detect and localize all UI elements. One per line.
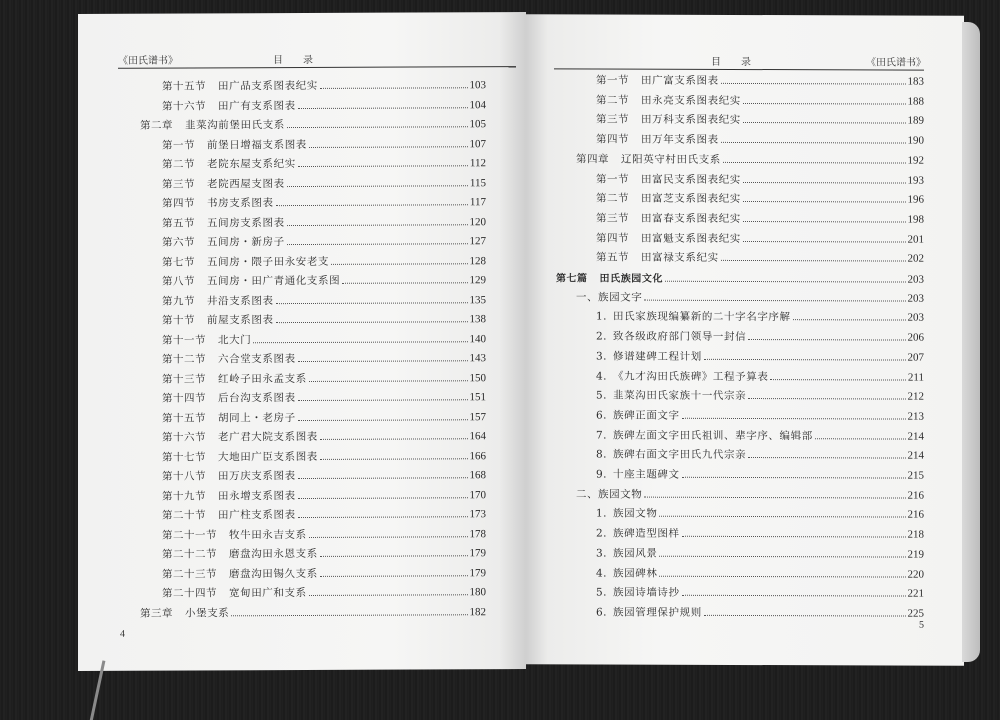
toc-entry-title: 五间房・田广青通化支系图 [207, 274, 341, 288]
toc-entry-title: 族碑左面文字田氏祖训、辈字序、编辑部 [613, 429, 813, 442]
leader-dots [298, 497, 468, 499]
toc-entry-page: 218 [907, 528, 924, 541]
toc-entry [596, 191, 924, 208]
toc-entry-title: 牧牛田永吉支系 [229, 528, 307, 541]
toc-entry [162, 311, 486, 328]
toc-entry-title: 老院西屋支图表 [207, 177, 285, 190]
toc-entry [162, 448, 486, 465]
toc-entry-title: 田广富支系图表 [641, 74, 719, 87]
toc-entry-number: 第七节 [162, 255, 195, 269]
toc-entry-page: 198 [907, 213, 924, 226]
toc-entry [162, 467, 486, 484]
toc-entry-title: 书房支系图表 [207, 197, 274, 210]
toc-entry [596, 329, 924, 346]
toc-entry-title: 胡同上・老房子 [218, 411, 296, 424]
left-page [78, 12, 526, 671]
toc-entry [162, 253, 486, 270]
toc-entry [596, 171, 924, 188]
toc-entry [162, 584, 486, 601]
toc-entry-number: 第二节 [596, 94, 629, 107]
toc-entry [162, 526, 486, 543]
toc-entry-number: 6. [596, 409, 608, 422]
toc-entry [162, 194, 486, 211]
toc-entry-title: 五间房・新房子 [207, 236, 285, 249]
toc-entry-title: 田富民支系图表纪实 [641, 173, 741, 186]
toc-entry-title: 前屋支系图表 [207, 314, 274, 327]
toc-entry [596, 427, 924, 444]
right-page [526, 14, 964, 666]
toc-entry-title: 红岭子田永孟支系 [218, 372, 307, 385]
toc-entry [162, 292, 486, 309]
toc-entry-title: 田广品支系图表纪实 [218, 79, 318, 93]
toc-entry-number: 第十五节 [162, 411, 206, 425]
toc-entry [162, 487, 486, 504]
toc-entry-title: 老院东屋支系纪实 [207, 158, 296, 171]
toc-entry-number: 2. [596, 527, 608, 540]
toc-entry-title: 老广君大院支系图表 [218, 430, 318, 444]
toc-entry-number: 第二十二节 [162, 548, 217, 561]
toc-entry-number: 第三节 [162, 177, 195, 191]
toc-entry-number: 一、 [576, 291, 598, 304]
toc-entry-number: 第一节 [162, 138, 195, 152]
toc-entry-number: 3. [596, 547, 608, 560]
toc-entry-page: 196 [907, 193, 924, 206]
leader-dots [276, 321, 468, 323]
toc-entry-title: 田氏族园文化 [599, 273, 664, 285]
toc-entry-number: 第四章 [576, 153, 609, 166]
leader-dots [659, 575, 905, 577]
toc-entry-page: 164 [469, 430, 486, 443]
toc-entry-number: 第七篇 [556, 273, 588, 285]
toc-entry-number: 第五节 [596, 251, 629, 264]
toc-entry-page: 206 [907, 331, 924, 344]
toc-entry-title: 致各级政府部门领导一封信 [613, 330, 747, 344]
toc-entry-title: 五间房支系图表 [207, 216, 285, 229]
leader-dots [276, 302, 468, 304]
toc-entry-number: 第八节 [162, 275, 195, 288]
toc-entry-title: 族园碑林 [613, 567, 658, 580]
toc-entry [162, 214, 486, 231]
toc-entry-page: 202 [907, 252, 924, 265]
toc-entry-number: 第十六节 [162, 431, 206, 444]
toc-entry-number: 第二章 [140, 119, 173, 132]
toc-entry-page: 183 [907, 75, 924, 88]
toc-entry-page: 117 [469, 196, 486, 209]
toc-entry-page: 214 [907, 449, 924, 462]
leader-dots [298, 419, 468, 421]
leader-dots [253, 341, 467, 343]
leader-dots [743, 122, 906, 124]
leader-dots [743, 221, 906, 223]
toc-entry-title: 韭菜沟田氏家族十一代宗亲 [613, 389, 747, 403]
toc-entry-number: 2. [596, 330, 608, 343]
toc-entry-title: 田富魁支系图表纪实 [641, 232, 741, 245]
leader-dots [320, 575, 468, 577]
toc-entry [162, 136, 486, 153]
leader-dots [682, 595, 906, 597]
toc-entry [596, 250, 924, 267]
toc-entry-page: 112 [469, 157, 486, 170]
leader-dots [331, 263, 467, 265]
leader-dots [298, 360, 468, 362]
leader-dots [721, 83, 906, 85]
toc-entry [596, 210, 924, 227]
leader-dots [309, 594, 468, 596]
leader-dots [287, 126, 468, 128]
toc-entry-number: 5. [596, 389, 608, 402]
toc-entry-page: 225 [907, 607, 924, 620]
toc-entry-number: 第十三节 [162, 372, 206, 386]
toc-entry-number: 第二十三节 [162, 567, 217, 581]
toc-entry [162, 370, 486, 387]
toc-entry [596, 407, 924, 424]
toc-entry-number: 第十四节 [162, 392, 206, 405]
toc-entry-number: 9. [596, 468, 608, 481]
toc-entry-title: 井沿支系图表 [207, 294, 274, 307]
leader-dots [287, 243, 468, 245]
toc-entry-title: 宽甸田广和支系 [229, 586, 307, 600]
toc-entry-number: 第十七节 [162, 450, 206, 464]
leader-dots [309, 536, 468, 538]
toc-entry-page: 192 [907, 154, 924, 167]
running-head-book-title: 《田氏谱书》 [866, 57, 926, 69]
toc-entry-title: 小堡支系 [185, 606, 230, 620]
toc-entry [596, 585, 924, 602]
toc-entry-number: 第二十一节 [162, 528, 217, 542]
toc-entry [596, 348, 924, 365]
toc-entry-page: 179 [469, 566, 486, 579]
toc-entry-number: 第十节 [162, 314, 195, 327]
toc-entry-number: 第四节 [162, 197, 195, 210]
leader-dots [665, 281, 905, 283]
leader-dots [298, 399, 468, 401]
toc-entry-page: 140 [469, 332, 486, 345]
leader-dots [748, 398, 905, 400]
toc-entry-title: 六合堂支系图表 [218, 353, 296, 366]
toc-entry-page: 203 [907, 273, 924, 286]
toc-entry-number: 第十六节 [162, 99, 206, 113]
toc-entry-number: 第三节 [596, 212, 629, 225]
toc-entry-title: 田广有支系图表 [218, 99, 296, 112]
toc-entry-title: 韭菜沟前堡田氏支系 [185, 119, 285, 132]
leader-dots [682, 536, 906, 538]
leader-dots [320, 438, 468, 440]
toc-entry-page: 213 [907, 410, 924, 423]
toc-entry-title: 族园文物 [598, 488, 643, 501]
toc-entry [576, 289, 924, 306]
leader-dots [644, 299, 905, 301]
leader-dots [298, 107, 468, 109]
leader-dots [793, 320, 906, 321]
toc-entry [162, 428, 486, 445]
toc-entry-number: 第六节 [162, 236, 195, 249]
toc-entry-number: 8. [596, 448, 608, 461]
toc-entry-number: 1. [596, 507, 608, 520]
leader-dots [704, 615, 906, 617]
running-head-toc: 目 录 [273, 54, 313, 67]
leader-dots [644, 496, 905, 498]
book-page-edges [962, 22, 980, 662]
toc-entry-title: 田广柱支系图表 [218, 509, 296, 522]
toc-entry-page: 190 [907, 134, 924, 147]
toc-entry-page: 103 [469, 79, 486, 92]
toc-entry [596, 368, 924, 385]
toc-entry-number: 第一节 [596, 172, 629, 186]
toc-entry-number: 第三节 [596, 113, 629, 126]
toc-entry-title: 前堡日增福支系图表 [207, 138, 307, 151]
leader-dots [682, 418, 906, 420]
toc-entry-page: 214 [907, 430, 924, 443]
toc-entry [596, 309, 924, 326]
toc-entry-number: 第二节 [596, 192, 629, 205]
toc-entry-number: 第十八节 [162, 470, 206, 483]
leader-dots [659, 516, 905, 518]
toc-entry-page: 128 [469, 254, 486, 267]
leader-dots [298, 165, 468, 167]
toc-entry-title: 族园诗墙诗抄 [613, 586, 680, 599]
leader-dots [743, 103, 906, 105]
leader-dots [298, 477, 468, 479]
toc-entry [162, 565, 486, 582]
toc-entry-page: 120 [469, 215, 486, 228]
leader-dots [723, 162, 906, 164]
toc-entry [576, 151, 924, 168]
toc-entry-title: 族园文字 [598, 291, 643, 304]
toc-entry-number: 第二节 [162, 158, 195, 171]
toc-entry-page: 220 [907, 568, 924, 581]
toc-entry-page: 180 [469, 586, 486, 599]
toc-entry [162, 155, 486, 172]
toc-entry-number: 第十二节 [162, 353, 206, 366]
toc-entry [162, 409, 486, 426]
toc-entry-page: 143 [469, 352, 486, 365]
toc-entry-title: 族碑正面文字 [613, 409, 680, 422]
toc-entry-page: 104 [469, 98, 486, 111]
running-head-book-title: 《田氏谱书》 [118, 55, 178, 67]
toc-entry-number: 6. [596, 606, 608, 619]
toc-entry-title: 后台沟支系图表 [218, 392, 296, 405]
toc-entry-page: 212 [907, 390, 924, 403]
toc-entry-page: 201 [907, 233, 924, 246]
toc-entry-page: 219 [907, 548, 924, 561]
leader-dots [276, 204, 468, 206]
toc-entry-title: 田万年支系图表 [641, 133, 719, 147]
toc-entry-title: 田永增支系图表 [218, 489, 296, 502]
toc-entry-page: 107 [469, 137, 486, 150]
toc-entry-title: 田万庆支系图表 [218, 470, 296, 483]
toc-entry-number: 5. [596, 586, 608, 599]
toc-entry [162, 77, 486, 94]
toc-entry [162, 389, 486, 406]
toc-entry-title: 族园风景 [613, 547, 658, 560]
toc-entry-page: 207 [907, 351, 924, 364]
toc-entry-page: 138 [469, 313, 486, 326]
leader-dots [704, 359, 906, 361]
toc-entry [596, 506, 924, 523]
toc-entry [162, 506, 486, 523]
toc-entry [162, 331, 486, 348]
toc-entry-number: 3. [596, 350, 608, 363]
toc-entry-page: 203 [907, 292, 924, 305]
toc-entry [596, 132, 924, 149]
leader-dots [287, 224, 468, 226]
toc-entry-page: 150 [469, 371, 486, 384]
leader-dots [743, 181, 906, 183]
toc-entry-title: 田万科支系图表纪实 [641, 114, 741, 127]
toc-entry [576, 486, 924, 503]
leader-dots [743, 241, 906, 243]
toc-entry-number: 二、 [576, 488, 598, 501]
toc-entry [596, 526, 924, 543]
leader-dots [721, 260, 906, 262]
toc-entry-page: 129 [469, 274, 486, 287]
toc-entry-page: 179 [469, 547, 486, 560]
leader-dots [659, 555, 905, 557]
toc-entry-page: 193 [907, 174, 924, 187]
toc-entry-page: 182 [469, 605, 486, 618]
toc-entry-title: 《九才沟田氏族碑》工程予算表 [613, 370, 769, 383]
toc-entry-number: 第十五节 [162, 80, 206, 93]
toc-entry-title: 北大门 [218, 333, 252, 346]
toc-entry-number: 第四节 [596, 133, 629, 146]
toc-entry [556, 269, 924, 286]
leader-dots [320, 87, 468, 89]
toc-entry-page: 170 [469, 488, 486, 501]
leader-dots [231, 614, 467, 616]
toc-entry-number: 4. [596, 566, 608, 580]
toc-entry-page: 115 [469, 176, 486, 189]
toc-entry-number: 第二十四节 [162, 587, 217, 600]
toc-entry-page: 221 [907, 587, 924, 600]
toc-entry [596, 230, 924, 247]
toc-entry [162, 97, 486, 114]
toc-entry-number: 7. [596, 429, 608, 442]
toc-entry-page: 188 [907, 95, 924, 108]
running-head-toc: 目 录 [711, 56, 751, 69]
toc-entry [596, 604, 924, 621]
toc-entry-title: 田永亮支系图表纪实 [641, 94, 741, 107]
toc-entry [162, 545, 486, 562]
toc-entry-page: 211 [907, 371, 924, 384]
toc-entry-page: 105 [469, 118, 486, 131]
toc-entry-number: 第九节 [162, 294, 195, 308]
leader-dots [320, 458, 468, 460]
toc-entry-page: 216 [907, 508, 924, 522]
toc-entry [596, 112, 924, 129]
toc-entry-number: 第一节 [596, 74, 629, 87]
toc-entry-page: 127 [469, 235, 486, 248]
toc-entry [596, 388, 924, 405]
toc-entry [140, 604, 486, 622]
toc-entry-number: 第三章 [140, 607, 173, 620]
toc-entry [162, 233, 486, 250]
toc-entry-title: 田富禄支系纪实 [641, 251, 719, 265]
toc-entry [596, 565, 924, 582]
toc-entry [596, 92, 924, 109]
toc-entry-title: 大地田广臣支系图表 [218, 450, 318, 463]
toc-entry-title: 族园管理保护规则 [613, 606, 702, 619]
toc-entry-title: 磨盘沟田锡久支系 [229, 567, 318, 580]
toc-entry [162, 175, 486, 192]
toc-entry-number: 1. [596, 310, 608, 323]
toc-entry-page: 173 [469, 508, 486, 521]
toc-entry-page: 157 [469, 410, 486, 423]
page-number: 4 [120, 628, 125, 640]
toc-entry-number: 4. [596, 369, 608, 383]
header-rule [554, 68, 924, 70]
toc-entry-number: 第二十节 [162, 509, 206, 522]
toc-entry-title: 辽阳英守村田氏支系 [621, 153, 721, 166]
toc-entry-number: 第四节 [596, 232, 629, 245]
toc-entry-title: 族碑右面文字田氏九代宗亲 [613, 448, 747, 462]
leader-dots [682, 477, 906, 479]
toc-entry [162, 350, 486, 367]
toc-entry-title: 田氏家族现编纂新的二十字名字序解 [613, 310, 791, 324]
toc-entry-page: 189 [907, 114, 924, 128]
leader-dots [743, 201, 906, 203]
toc-entry-page: 151 [469, 391, 486, 404]
leader-dots [721, 142, 906, 144]
toc-entry-page: 166 [469, 449, 486, 462]
page-number: 5 [919, 619, 924, 631]
toc-entry-page: 216 [907, 489, 924, 502]
toc-entry-number: 第十一节 [162, 333, 206, 347]
toc-entry-page: 203 [907, 311, 924, 325]
toc-entry [596, 466, 924, 483]
toc-entry-page: 178 [469, 527, 486, 540]
toc-entry-title: 五间房・隈子田永安老支 [207, 255, 330, 268]
toc-entry-title: 十座主题碑文 [613, 468, 680, 481]
toc-entry-title: 族园文物 [613, 507, 658, 521]
toc-entry-title: 修谱建碑工程计划 [613, 350, 702, 363]
leader-dots [748, 457, 905, 459]
leader-dots [342, 282, 467, 284]
toc-entry-number: 第十九节 [162, 489, 206, 503]
toc-entry-page: 168 [469, 469, 486, 482]
toc-entry-page: 135 [469, 293, 486, 306]
toc-entry-title: 磨盘沟田永恩支系 [229, 547, 318, 561]
toc-entry [596, 447, 924, 464]
toc-entry-title: 田富芝支系图表纪实 [641, 192, 741, 206]
toc-entry [596, 72, 924, 89]
leader-dots [309, 146, 468, 148]
toc-entry [162, 272, 486, 289]
toc-entry-page: 215 [907, 469, 924, 482]
toc-entry [596, 545, 924, 562]
toc-entry-title: 田富春支系图表纪实 [641, 212, 741, 225]
toc-entry [140, 116, 486, 134]
leader-dots [320, 555, 468, 557]
leader-dots [748, 339, 905, 341]
toc-entry-title: 族碑造型图样 [613, 527, 680, 540]
toc-entry-number: 第五节 [162, 216, 195, 230]
leader-dots [815, 438, 906, 439]
leader-dots [298, 516, 468, 518]
leader-dots [770, 379, 905, 380]
leader-dots [309, 380, 468, 382]
leader-dots [287, 185, 468, 187]
